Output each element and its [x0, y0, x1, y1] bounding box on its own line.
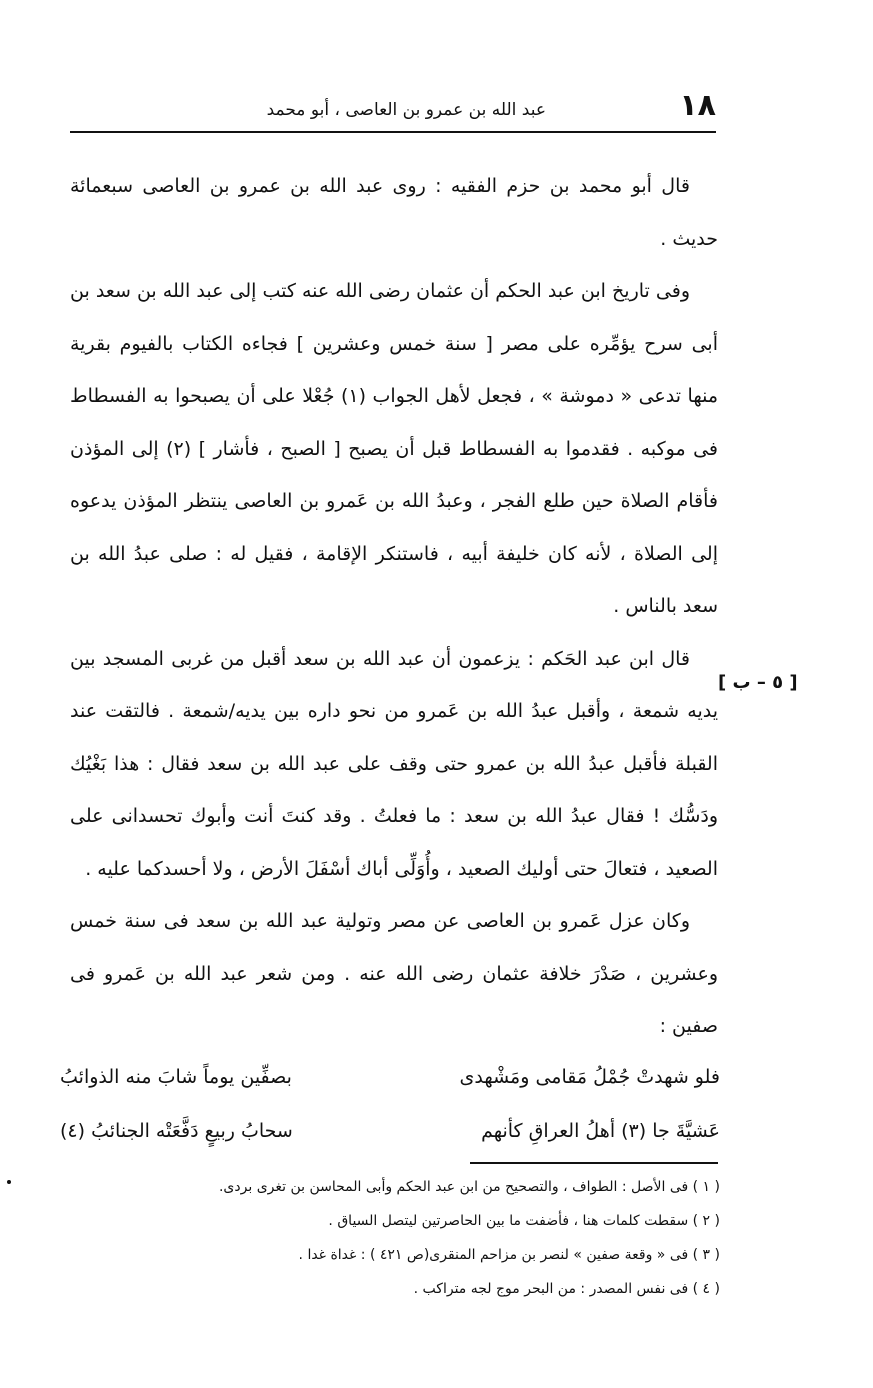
- page-header: [70, 88, 716, 132]
- footnote: ( ١ ) فى الأصل : الطواف ، والتصحيح من ابن عبد الحكم وأبى المحاسن بن تغرى بردى.: [218, 1179, 720, 1195]
- margin-dot: [7, 1180, 11, 1184]
- footnote: ( ٢ ) سقطت كلمات هنا ، فأضفت ما بين الحاصرتين ليتصل السياق .: [328, 1213, 720, 1229]
- margin-note: [ ٥ – ب ]: [718, 672, 798, 693]
- footnote: ( ٣ ) فى « وقعة صفين » لنصر بن مزاحم المنقرى(ص ٤٢١ ) : غداة غدا .: [298, 1247, 720, 1263]
- paragraph: وكان عزل عَمرو بن العاصى عن مصر وتولية عبد الله بن سعد فى سنة خمس وعشرين ، صَدْرَ خلافة عثمان رضى الله عنه . ومن شعر عبد الله بن عَمرو فى صفين :: [70, 910, 718, 1037]
- hemistich-second: بصفِّين يوماً شابَ منه الذوائبُ: [60, 1066, 292, 1088]
- running-head: عبد الله بن عمرو بن العاصى ، أبو محمد: [266, 100, 546, 120]
- footnotes: [60, 1170, 720, 1306]
- page-number: ١٨: [679, 88, 716, 123]
- header-rule: [70, 131, 716, 133]
- hemistich-first: فلو شهدتْ جُمْلُ مَقامى ومَشْهدى: [459, 1066, 720, 1088]
- footnote-rule: [470, 1162, 718, 1164]
- hemistich-first: عَشيَّةَ جا (٣) أهلُ العراقِ كأنهم: [481, 1120, 720, 1142]
- poem-line: [60, 1050, 720, 1104]
- hemistich-second: سحابُ ربيعٍ دَفَّعَتْه الجنائبُ (٤): [60, 1120, 293, 1142]
- poem: [60, 1050, 720, 1158]
- poem-line: [60, 1104, 720, 1158]
- paragraph: قال ابن عبد الحَكم : يزعمون أن عبد الله بن سعد أقبل من غربى المسجد بين يديه شمعة ، وأقبل عبدُ الله بن عَمرو من نحو داره بين يديه/شمعة . فالتقت عند القبلة فأقبل عبدُ الله بن عمرو حتى وقف على عبد الله بن سعد فقال : هذا بَغْيُك ودَسُّك ! فقال عبدُ الله بن سعد : ما فعلتُ . وقد كنتَ أنت وأبوك تحسدانى على الصعيد ، فتعالَ حتى أوليك الصعيد ، وأُوَلِّى أباك أسْفَلَ الأرض ، ولا أحسدكما عليه .: [70, 647, 718, 880]
- body-text: [70, 160, 718, 1053]
- footnote: ( ٤ ) فى نفس المصدر : من البحر موج لجه متراكب .: [413, 1281, 720, 1297]
- paragraph: قال أبو محمد بن حزم الفقيه : روى عبد الله بن عمرو بن العاصى سبعمائة حديث .: [70, 175, 718, 250]
- paragraph: وفى تاريخ ابن عبد الحكم أن عثمان رضى الله عنه كتب إلى عبد الله بن سعد بن أبى سرح يؤمِّره على مصر [ سنة خمس وعشرين ] فجاءه الكتاب بالفيوم بقرية منها تدعى « دموشة » ، فجعل لأهل الجواب (١) جُعْلا على أن يصبحوا به الفسطاط فى موكبه . فقدموا به الفسطاط قبل أن يصبح [ الصبح ، فأشار ] (٢) إلى المؤذن فأقام الصلاة حين طلع الفجر ، وعبدُ الله بن عَمرو بن العاصى ينتظر المؤذن يدعوه إلى الصلاة ، لأنه كان خليفة أبيه ، فاستنكر الإقامة ، فقيل له : صلى عبدُ الله بن سعد بالناس .: [70, 280, 719, 617]
